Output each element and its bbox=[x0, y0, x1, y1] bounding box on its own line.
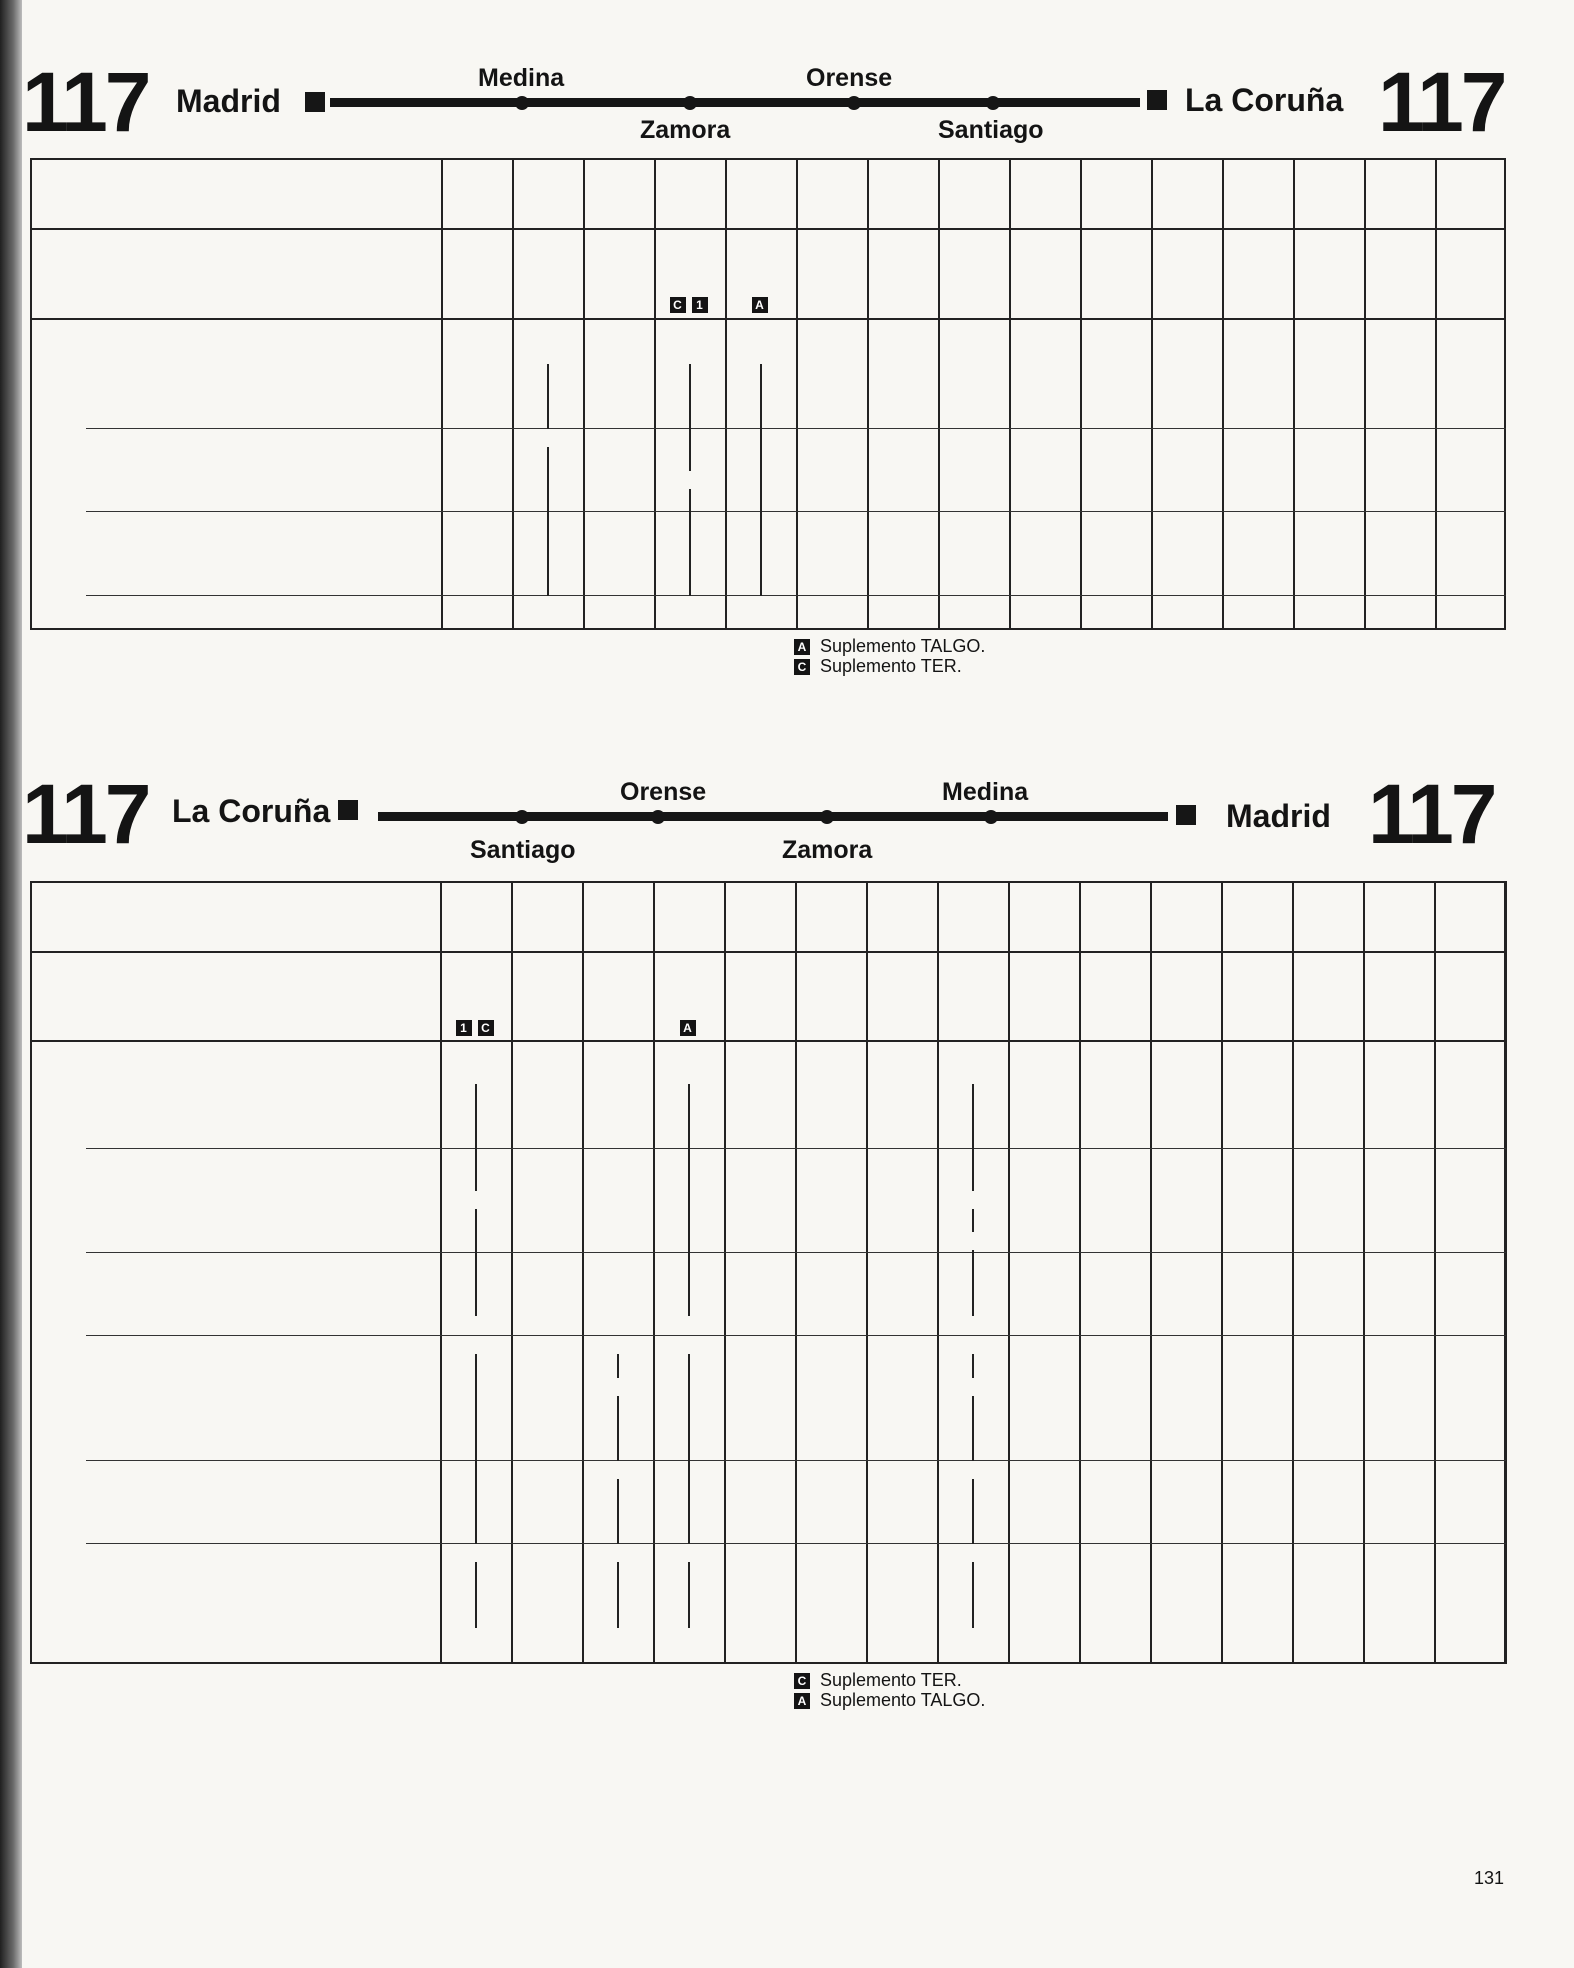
route-destination: Madrid bbox=[1226, 798, 1331, 834]
stop-label-orense: Orense bbox=[806, 64, 893, 92]
pass-through-line bbox=[475, 1562, 477, 1627]
column-divider bbox=[1293, 158, 1295, 630]
prestaciones-divider bbox=[30, 1040, 1506, 1042]
stop-label-zamora: Zamora bbox=[640, 116, 731, 144]
particularity-badge: C bbox=[478, 1017, 498, 1037]
footnote-text: Suplemento TALGO. bbox=[820, 1690, 986, 1710]
column-divider bbox=[1505, 881, 1507, 1664]
pass-through-line bbox=[760, 364, 762, 596]
station-group-divider bbox=[86, 1543, 1506, 1544]
footnote-right bbox=[794, 1670, 962, 1691]
pass-through-line bbox=[617, 1396, 619, 1461]
column-divider bbox=[1435, 158, 1437, 630]
column-divider bbox=[724, 881, 726, 1664]
footnote-text: Suplemento TER. bbox=[820, 656, 962, 676]
column-divider bbox=[1222, 158, 1224, 630]
column-divider bbox=[1434, 881, 1436, 1664]
column-divider bbox=[867, 158, 869, 630]
column-divider bbox=[441, 158, 443, 630]
column-divider bbox=[866, 881, 868, 1664]
pass-through-line bbox=[617, 1562, 619, 1627]
pass-through-line bbox=[475, 1354, 477, 1544]
footnote-badge: C bbox=[794, 1673, 810, 1689]
destination-marker bbox=[1176, 805, 1196, 825]
footnote-text: Suplemento TALGO. bbox=[820, 636, 986, 656]
station-group-divider bbox=[86, 1148, 1506, 1149]
route-destination: La Coruña bbox=[1185, 82, 1344, 118]
column-divider bbox=[937, 881, 939, 1664]
pass-through-line bbox=[475, 1209, 477, 1316]
station-group-divider bbox=[86, 511, 1506, 512]
pass-through-line bbox=[972, 1562, 974, 1627]
header-divider bbox=[30, 951, 1506, 953]
column-divider bbox=[512, 158, 514, 630]
particularity-badge: A bbox=[752, 294, 772, 314]
footnote-badge: A bbox=[794, 1693, 810, 1709]
column-divider bbox=[1008, 881, 1010, 1664]
stop-dot-santiago bbox=[986, 96, 1000, 110]
pass-through-line bbox=[689, 364, 691, 471]
route-number-left: 117 bbox=[22, 55, 149, 149]
pass-through-line bbox=[972, 1396, 974, 1461]
origin-marker bbox=[305, 92, 325, 112]
stop-label-medina: Medina bbox=[942, 778, 1029, 806]
particularity-badge: A bbox=[680, 1017, 700, 1037]
route-origin: La Coruña bbox=[172, 793, 331, 829]
route-line bbox=[330, 98, 1140, 107]
column-divider bbox=[582, 881, 584, 1664]
column-divider bbox=[440, 881, 442, 1664]
route-number-right: 117 bbox=[1378, 55, 1505, 149]
pass-through-line bbox=[547, 447, 549, 595]
timetable-frame bbox=[30, 881, 1506, 1664]
station-group-divider bbox=[86, 1252, 1506, 1253]
footnote-badge: C bbox=[794, 659, 810, 675]
stop-dot-orense bbox=[847, 96, 861, 110]
column-divider bbox=[1079, 881, 1081, 1664]
pass-through-line bbox=[972, 1250, 974, 1315]
pass-through-line bbox=[547, 364, 549, 429]
stop-dot-orense bbox=[651, 810, 665, 824]
pass-through-line bbox=[972, 1479, 974, 1544]
station-group-divider bbox=[86, 595, 1506, 596]
footnote-right bbox=[794, 1690, 985, 1711]
pass-through-line bbox=[688, 1084, 690, 1316]
pass-through-line bbox=[689, 489, 691, 596]
column-divider bbox=[511, 881, 513, 1664]
column-divider bbox=[583, 158, 585, 630]
footnote-badge: A bbox=[794, 639, 810, 655]
pass-through-line bbox=[617, 1479, 619, 1544]
prestaciones-divider bbox=[30, 318, 1506, 320]
column-divider bbox=[1151, 158, 1153, 630]
pass-through-line bbox=[688, 1354, 690, 1544]
route-line bbox=[378, 812, 1168, 821]
column-divider bbox=[1150, 881, 1152, 1664]
stop-label-zamora: Zamora bbox=[782, 836, 873, 864]
stop-dot-zamora bbox=[683, 96, 697, 110]
footnote-right bbox=[794, 636, 985, 657]
station-group-divider bbox=[86, 428, 1506, 429]
route-number-right: 117 bbox=[1368, 767, 1495, 861]
particularity-badge: C bbox=[670, 294, 690, 314]
column-divider bbox=[1363, 881, 1365, 1664]
pass-through-line bbox=[972, 1209, 974, 1233]
column-divider bbox=[653, 881, 655, 1664]
footnote-text: Suplemento TER. bbox=[820, 1670, 962, 1690]
stop-label-medina: Medina bbox=[478, 64, 565, 92]
column-divider bbox=[725, 158, 727, 630]
particularity-badge: 1 bbox=[456, 1017, 476, 1037]
station-group-divider bbox=[86, 1335, 1506, 1336]
column-divider bbox=[1364, 158, 1366, 630]
pass-through-line bbox=[617, 1354, 619, 1378]
stop-label-santiago: Santiago bbox=[470, 836, 576, 864]
stop-dot-medina bbox=[984, 810, 998, 824]
column-divider bbox=[654, 158, 656, 630]
route-number-left: 117 bbox=[22, 767, 149, 861]
stop-label-santiago: Santiago bbox=[938, 116, 1044, 144]
column-divider bbox=[795, 881, 797, 1664]
particularity-badge: 1 bbox=[692, 294, 712, 314]
stop-dot-zamora bbox=[820, 810, 834, 824]
column-divider bbox=[1080, 158, 1082, 630]
station-group-divider bbox=[86, 1460, 1506, 1461]
column-divider bbox=[938, 158, 940, 630]
origin-marker bbox=[338, 800, 358, 820]
column-divider bbox=[1292, 881, 1294, 1664]
pass-through-line bbox=[972, 1084, 974, 1191]
page-number: 131 bbox=[1474, 1868, 1505, 1888]
column-divider bbox=[1221, 881, 1223, 1664]
header-divider bbox=[30, 228, 1506, 230]
pass-through-line bbox=[972, 1354, 974, 1378]
destination-marker bbox=[1147, 90, 1167, 110]
stop-label-orense: Orense bbox=[620, 778, 707, 806]
column-divider bbox=[796, 158, 798, 630]
footnote-right bbox=[794, 656, 962, 677]
pass-through-line bbox=[688, 1562, 690, 1627]
route-origin: Madrid bbox=[176, 83, 281, 119]
column-divider bbox=[1009, 158, 1011, 630]
stop-dot-santiago bbox=[515, 810, 529, 824]
pass-through-line bbox=[475, 1084, 477, 1191]
stop-dot-medina bbox=[515, 96, 529, 110]
